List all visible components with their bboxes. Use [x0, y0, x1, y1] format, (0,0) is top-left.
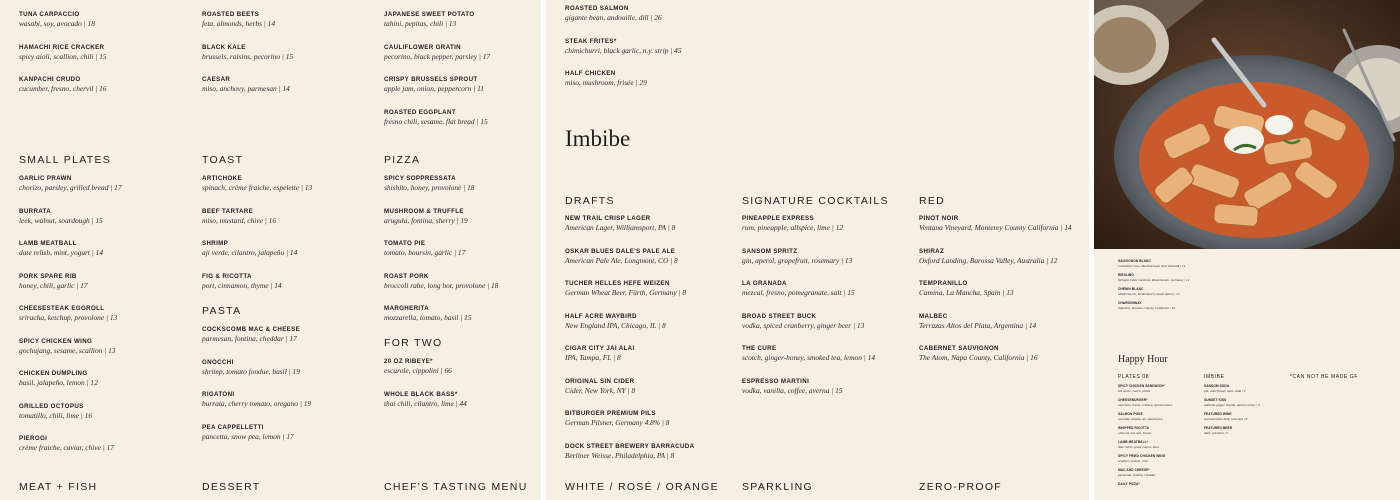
menu-item: PEA CAPPELLETTI pancetta, snow pea, lemon | 17	[202, 423, 294, 441]
menu-item: CABERNET SAUVIGNON The Atom, Napa County, California | 16	[919, 345, 1038, 362]
for-two-list	[384, 357, 539, 422]
menu-item: MARGHERITA mozzarella, tomato, basil | 15	[384, 305, 472, 322]
menu-item: BLACK KALE brussels, raisins, pecorino | 15	[202, 43, 294, 61]
menu-item: ARTICHOKE spinach, crème fraiche, espelette | 13	[202, 175, 313, 192]
menu-item: ROAST PORK broccoli rabe, long hot, provolone | 18	[384, 272, 499, 290]
section-title-small-plates: SMALL PLATES	[19, 154, 112, 166]
menu-item: GARLIC PRAWN chorizo, parsley, grilled bread | 17	[19, 175, 122, 192]
section-title-chefs-tasting-menu: CHEF'S TASTING MENU	[384, 481, 528, 493]
toast-list	[202, 174, 377, 304]
menu-item: CHEESEBURGER* american cheese, iceberg, special sauce	[1118, 398, 1173, 407]
menu-item: WHIPPED RICOTTA olive oil, sea salt, bread	[1118, 426, 1151, 435]
section-title-for-two: FOR TWO	[384, 337, 443, 349]
menu-item: TUCHER HELLES HEFE WEIZEN German Wheat Beer, Fürth, Germany | 8	[565, 280, 687, 297]
menu-item: MALBEC Terrazas Altos del Plata, Argentina | 14	[919, 312, 1037, 330]
menu-item: BITBURGER PREMIUM PILS German Pilsner, Germany 4.8% | 8	[565, 410, 670, 427]
menu-item: SUNSET KISS haitonia ginger tequila, aperol, honey | 9	[1204, 398, 1260, 407]
menu-item: ROASTED SALMON gigante bean, andouille, dill | 26	[565, 5, 662, 22]
menu-item: JAPANESE SWEET POTATO tahini, pepitas, chili | 13	[384, 11, 475, 28]
menu-item: GNOCCHI shrimp, tomato fondue, basil | 19	[202, 358, 300, 376]
menu-item: SAUVIGNON BLANC Cathedral Cove, Marlborough, New Zealand | 14	[1118, 259, 1186, 268]
menu-item: BEEF TARTARE miso, mustard, chive | 16	[202, 207, 277, 225]
signature-cocktails-list	[742, 214, 914, 409]
menu-item: HALF CHICKEN miso, mushroom, frisée | 29	[565, 70, 647, 87]
section-title-pasta: PASTA	[202, 305, 242, 317]
food-column-3-top	[384, 10, 539, 140]
small-plates-list	[19, 174, 194, 467]
menu-item: SHIRAZ Oxford Landing, Barossa Valley, Australia | 12	[919, 247, 1058, 265]
menu-item: SANSOM SPRITZ gin, aperol, grapefruit, rosemary | 13	[742, 247, 853, 265]
menu-item: SPICY CHICKEN SANDWICH* hot sauce, ranch, pickle	[1118, 384, 1165, 393]
menu-item: FIG & RICOTTA port, cinnamon, thyme | 14	[202, 272, 282, 290]
menu-item: LA GRANADA mezcal, fresno, pomegranate, salt | 15	[742, 280, 855, 297]
section-title-red: RED	[919, 195, 946, 207]
section-title-sparkling: SPARKLING	[742, 481, 814, 493]
menu-item: HALF ACRE WAYBIRD New England IPA, Chicago, IL | 8	[565, 312, 666, 330]
menu-item: ORIGINAL SIN CIDER Cider, New York, NY | 8	[565, 377, 636, 395]
food-column-1-top	[19, 10, 194, 108]
menu-item: COCKSCOMB MAC & CHEESE parmesan, fontina, cheddar | 17	[202, 326, 301, 343]
menu-item: DAILY PIZZA*	[1118, 482, 1140, 486]
menu-item: STEAK FRITES* chimichurri, black garlic, n.y. strip | 45	[565, 37, 682, 55]
drafts-list	[565, 214, 737, 474]
menu-item: SHRIMP aji verde, cilantro, jalapeño | 14	[202, 240, 298, 257]
mains-continued-list	[565, 4, 765, 102]
menu-item: CHENIN BLANC Mulderbosch, Stellenbosch, South Africa | 13	[1118, 287, 1180, 296]
section-title-toast: TOAST	[202, 154, 244, 166]
menu-item: PORK SPARE RIB honey, chili, garlic | 17	[19, 272, 88, 290]
menu-item: CRISPY BRUSSELS SPROUT apple jam, onion, peppercorn | 11	[384, 76, 484, 93]
happy-hour-plates-list	[1118, 384, 1203, 496]
menu-item: SPICY FRIED CHICKEN WING scallion, sesame, chili	[1118, 454, 1166, 463]
menu-item: WHOLE BLACK BASS* thai chili, cilantro, lime | 44	[384, 390, 467, 408]
menu-item: PINEAPPLE EXPRESS rum, pineapple, allspice, lime | 12	[742, 215, 843, 232]
food-column-2-top	[202, 10, 377, 108]
menu-item: RIESLING Weingut Louis Guntrum, Rheinhessen, Germany | 14	[1118, 273, 1190, 282]
section-title-white-rose-orange: WHITE / ROSÉ / ORANGE	[565, 481, 719, 493]
menu-item: PINOT NOIR Ventana Vineyard, Monterey County California | 14	[919, 215, 1072, 232]
menu-item: FEATURED WINE red and white daily selection | 8	[1204, 412, 1248, 421]
section-title-zero-proof: ZERO-PROOF	[919, 481, 1002, 493]
section-title-imbibe-hh: IMBIBE	[1204, 374, 1225, 380]
menu-item: MAC AND CHEESE* parmesan, fontina, cheddar	[1118, 468, 1156, 477]
menu-item: CHEESESTEAK EGGROLL sriracha, ketchup, provolone | 13	[19, 305, 118, 322]
red-wine-list	[919, 214, 1089, 377]
pizza-list	[384, 174, 539, 337]
menu-item: SPICY SOPPRESSATA shishito, honey, provolone | 18	[384, 175, 475, 192]
menu-item: HAMACHI RICE CRACKER spicy aioli, scallion, chili | 15	[19, 43, 107, 61]
menu-item: FEATURED BEER daily selection | 6	[1204, 426, 1233, 435]
menu-item: SALMON POKE avocado, sesame oil, wasabi pea	[1118, 412, 1163, 421]
gluten-free-note: *CAN NOT BE MADE GF	[1290, 374, 1358, 380]
happy-hour-title: Happy Hour	[1118, 354, 1168, 365]
menu-item: BURRATA leek, walnut, sourdough | 15	[19, 207, 103, 225]
menu-item: THE CURE scotch, ginger-honey, smoked tea, lemon | 14	[742, 345, 876, 362]
menu-item: 20 OZ RIBEYE* escarole, cippolini | 66	[384, 358, 452, 375]
section-title-signature-cocktails: SIGNATURE COCKTAILS	[742, 195, 889, 207]
menu-item: TEMPRANILLO Camina, La Mancha, Spain | 13	[919, 280, 1014, 297]
menu-item: KANPACHI CRUDO cucumber, fresno, chervil | 16	[19, 76, 107, 93]
menu-item: NEW TRAIL CRISP LAGER American Lager, Williamsport, PA | 8	[565, 215, 676, 232]
menu-page-drinks	[546, 0, 1089, 500]
menu-item: PIEROGI crème fraiche, caviar, chive | 17	[19, 435, 114, 452]
menu-item: CHARDONNAY Sophiero, Sonoma County, California | 16	[1118, 301, 1176, 310]
menu-item: CIGAR CITY JAI ALAI IPA, Tampa, FL | 8	[565, 345, 635, 362]
menu-item: DOCK STREET BREWERY BARRACUDA Berliner Weisse, Philadelphia, PA | 8	[565, 442, 695, 460]
white-wine-list-small	[1118, 259, 1228, 315]
menu-item: SPICY CHICKEN WING gochujang, sesame, scallion | 13	[19, 337, 116, 355]
section-title-meat-fish: MEAT + FISH	[19, 481, 98, 493]
menu-page-happy-hour	[1094, 0, 1400, 500]
menu-item: CHICKEN DUMPLING basil, jalapeño, lemon | 12	[19, 370, 98, 387]
menu-item: TOMATO PIE tomato, boursin, garlic | 17	[384, 240, 466, 257]
section-title-plates: PLATES 08	[1118, 374, 1150, 380]
menu-item: CAULIFLOWER GRATIN pecorino, black pepper, parsley | 17	[384, 43, 491, 61]
menu-item: GRILLED OCTOPUS tomatillo, chili, lime | 16	[19, 402, 93, 420]
section-title-drafts: DRAFTS	[565, 195, 615, 207]
menu-item: RIGATONI burrata, cherry tomato, oregano | 19	[202, 391, 312, 408]
menu-item: LAMB MEATBALL date relish, mint, yogurt | 14	[19, 240, 104, 257]
pasta-bowl-image	[1094, 0, 1400, 249]
menu-item: MUSHROOM & TRUFFLE arugula, fontina, sherry | 19	[384, 207, 468, 225]
menu-item: ESPRESSO MARTINI vodka, vanilla, coffee, averna | 15	[742, 377, 843, 395]
section-title-dessert: DESSERT	[202, 481, 261, 493]
menu-item: BROAD STREET BUCK vodka, spiced cranberry, ginger beer | 13	[742, 312, 865, 330]
section-title-pizza: PIZZA	[384, 154, 421, 166]
menu-page-food	[0, 0, 541, 500]
menu-item: TUNA CARPACCIO wasabi, soy, avocado | 18	[19, 11, 95, 28]
menu-item: ROASTED EGGPLANT fresno chili, sesame, flat bread | 15	[384, 108, 488, 126]
menu-item: OSKAR BLUES DALE'S PALE ALE American Pale Ale, Longmont, CO | 8	[565, 247, 678, 265]
pasta-dish-photo	[1094, 0, 1400, 249]
menu-item: CAESAR miso, anchovy, parmesan | 14	[202, 76, 290, 93]
pasta-list	[202, 325, 377, 455]
menu-item: SANSOM SODA gin, elderflower, mint, soda | 9	[1204, 384, 1246, 393]
menu-item: LAMB MEATBALL* date relish, greek yogurt, mint	[1118, 440, 1159, 449]
menu-item: ROASTED BEETS feta, almonds, herbs | 14	[202, 11, 276, 28]
imbibe-title: Imbibe	[565, 126, 631, 151]
happy-hour-imbibe-list	[1204, 384, 1289, 440]
